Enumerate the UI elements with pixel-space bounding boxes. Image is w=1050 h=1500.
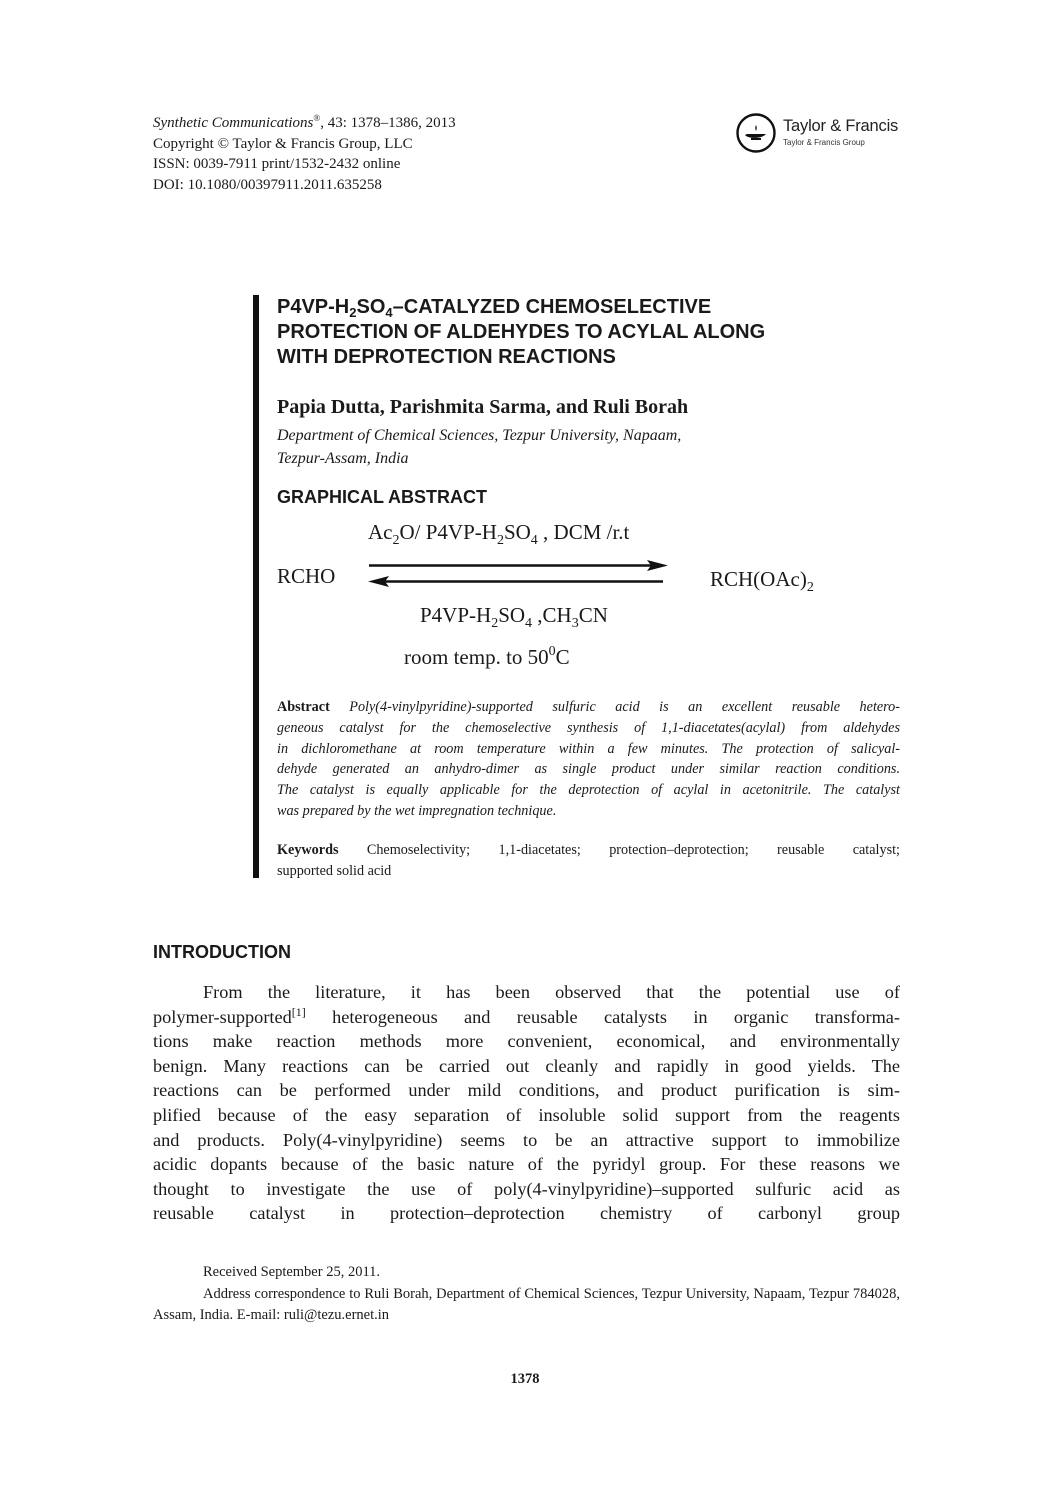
reverse-conditions: $P4VP-H_2SO_4$ $,CH_3CN$ xyxy=(420,603,608,631)
abstract-line: The catalyst is equally applicable for the deprotection of acylal in acetonitrile. The catalyst xyxy=(277,782,900,799)
lamp-in-circle-icon xyxy=(735,112,777,154)
introduction-heading: INTRODUCTION xyxy=(153,942,291,962)
page-number: 1378 xyxy=(510,1371,540,1387)
journal-citation: Synthetic Communications®, 43: 1378–1386, 2013 xyxy=(153,113,456,131)
temperature-conditions: room temp. to $50^0C$ xyxy=(404,644,570,669)
affiliation: Department of Chemical Sciences, Tezpur University, Napaam, Tezpur-Assam, India xyxy=(277,427,682,467)
abstract-line: in dichloromethane at room temperature within a few minutes. The protection of salicyal- xyxy=(277,740,900,757)
paragraph-line: benign. Many reactions can be carried out cleanly and rapidly in good yields. The xyxy=(153,1055,900,1076)
abstract-line: dehyde generated an anhydro-dimer as single product under similar reaction conditions. xyxy=(277,761,900,778)
paragraph-line: reactions can be performed under mild conditions, and product purification is sim- xyxy=(153,1080,900,1101)
paragraph-line: thought to investigate the use of poly(4-vinylpyridine)–supported sulfuric acid as xyxy=(153,1178,900,1199)
received-date: Received September 25, 2011. xyxy=(203,1264,381,1280)
title-line-3: WITH DEPROTECTION REACTIONS xyxy=(277,346,616,368)
abstract-text xyxy=(277,697,900,822)
paragraph-line: tions make reaction methods more convenient, economical, and environmentally xyxy=(153,1031,900,1052)
keywords: Keywords Chemoselectivity; 1,1-diacetates; protection–deprotection; reusable catalyst; supported solid acid xyxy=(277,842,900,879)
publisher-logo xyxy=(735,112,910,154)
publisher-group: Taylor & Francis Group xyxy=(783,138,865,147)
copyright-line: Copyright © Taylor & Francis Group, LLC xyxy=(153,135,413,152)
doi-link[interactable]: DOI: 10.1080/00397911.2011.635258 xyxy=(153,176,382,193)
abstract-label: Abstract xyxy=(277,699,330,715)
abstract-line: geneous catalyst for the chemoselective synthesis of 1,1-diacetates(acylal) from aldehydes xyxy=(277,719,900,736)
abstract-line: Abstract Poly(4-vinylpyridine)-supported sulfuric acid is an excellent reusable hetero- xyxy=(277,699,900,715)
article-title xyxy=(277,295,897,370)
author-list: Papia Dutta, Parishmita Sarma, and Ruli Borah xyxy=(277,396,689,418)
introduction-text xyxy=(153,980,900,1226)
paragraph-line: reusable catalyst in protection–deprotection chemistry of carbonyl group xyxy=(153,1203,900,1224)
product-label: $RCH(OAc)_2$ xyxy=(710,567,814,595)
paragraph-line: and products. Poly(4-vinylpyridine) seems to be an attractive support to immobilize xyxy=(153,1129,900,1150)
equilibrium-arrows xyxy=(365,558,671,588)
publisher-name: Taylor & Francis xyxy=(783,117,899,135)
graphical-abstract-heading: GRAPHICAL ABSTRACT xyxy=(277,487,487,507)
citation-ref[interactable]: [1] xyxy=(291,1004,306,1019)
correspondence-address: Address correspondence to Ruli Borah, Department of Chemical Sciences, Tezpur University, Napaam, Tezpur 784028, Assam, India. E-mail: ruli@tezu.ernet.in xyxy=(153,1285,900,1323)
forward-conditions: $Ac_2O/$ $P4VP-H_2SO_4$ , DCM /r.t xyxy=(368,520,630,548)
reactant-label: RCHO xyxy=(277,564,336,588)
footnotes xyxy=(153,1262,900,1327)
abstract-line: was prepared by the wet impregnation technique. xyxy=(277,802,557,819)
journal-info xyxy=(153,108,456,195)
paragraph-line: From the literature, it has been observed that the potential use of xyxy=(203,982,900,1002)
paragraph-line: plified because of the easy separation of insoluble solid support from the reagents xyxy=(153,1104,900,1125)
issn-line: ISSN: 0039-7911 print/1532-2432 online xyxy=(153,156,401,173)
paragraph-line: acidic dopants because of the basic nature of the pyridyl group. For these reasons we xyxy=(153,1154,900,1175)
title-line-1: $P4VP-H_2SO_4$–CATALYZED CHEMOSELECTIVE xyxy=(277,296,712,320)
keywords-label: Keywords xyxy=(277,842,339,858)
title-block-rule xyxy=(253,295,259,878)
paragraph-line: polymer-supported[1] heterogeneous and reusable catalysts in organic transforma- xyxy=(153,1004,900,1027)
title-line-2: PROTECTION OF ALDEHYDES TO ACYLAL ALONG xyxy=(277,321,766,343)
